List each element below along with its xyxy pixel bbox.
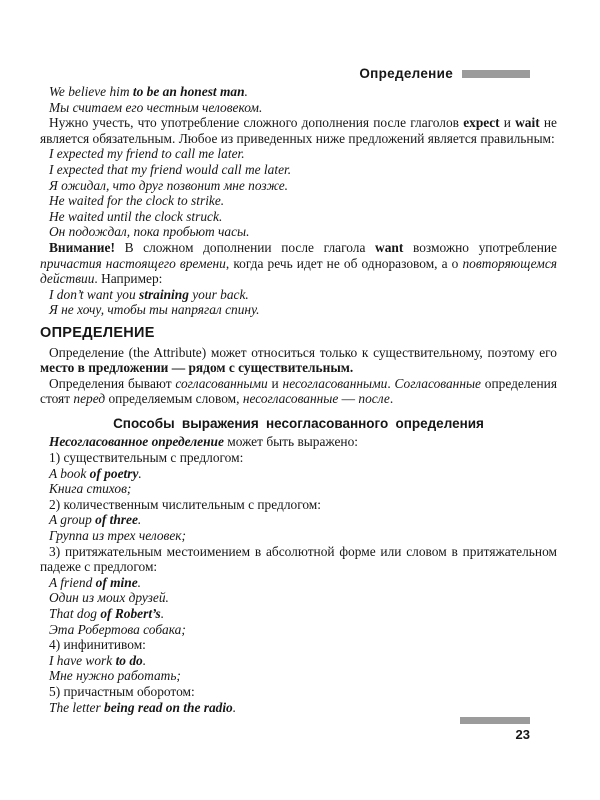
text-run: повторяющемся действии [40,255,558,287]
text-run: I expected that my friend would call me later. [49,161,292,177]
text-run: может быть выражено: [223,434,358,450]
example-line [40,622,557,638]
text-run: straining [139,286,189,302]
example-line [40,287,557,303]
paragraph [40,376,557,407]
example-line [40,575,557,591]
example-line [40,481,557,497]
page-footer [460,717,530,742]
text-run: That dog [49,606,101,621]
example-line [40,146,557,162]
text-run: после [358,391,390,407]
text-run: Нужно учесть, что употребление сложного дополнения после глаголов [49,115,464,131]
text-run: of mine [95,574,138,590]
example-line [40,700,557,716]
text-run: несогласованными [282,375,388,391]
page-content [40,84,557,715]
header-rule [462,70,530,78]
text-run: . Например: [94,271,163,287]
example-line [40,178,557,194]
example-line [40,653,557,669]
footer-rule [460,717,530,724]
text-run: A friend [49,574,96,590]
paragraph [40,637,557,653]
paragraph [40,115,557,146]
text-run: A group [49,512,96,528]
text-run: . [142,652,147,668]
example-line [40,528,557,544]
text-run: your back. [188,286,249,302]
paragraph [40,345,557,376]
text-run: Определения бывают [49,375,176,391]
example-line [40,84,557,100]
text-run: A book [49,465,90,481]
text-run: of Robert’s [100,606,161,621]
text-run: В сложном дополнении после глагола [114,239,376,255]
text-run: Согласованные [394,375,481,391]
example-line [40,512,557,528]
text-run: Группа из трех человек; [49,528,187,544]
text-run: of three [95,512,138,528]
example-line [40,466,557,482]
page-number: 23 [515,727,530,742]
text-run: 3) притяжательным местоимением в абсолютной форме или словом в притяжательном падеже с предлогом: [40,543,557,575]
text-run: возможно употребление [403,239,557,255]
text-run: Мы считаем его честным человеком. [49,99,263,115]
example-line [40,193,557,209]
text-run: Он подождал, пока пробьют часы. [49,224,250,240]
text-run: причастия настоящего времени [40,255,226,271]
text-run: — [338,391,359,407]
example-line [40,209,557,225]
text-run: . [137,512,142,528]
text-run: of poetry [89,465,139,481]
example-line [40,302,557,318]
text-run: Внимание! [49,239,115,255]
subsection-heading [40,416,557,432]
text-run: не является обязательным. Любое из приведенных ниже предложений является правильным: [40,115,557,146]
text-run: wait [515,115,540,131]
text-run: , когда речь идет не об одноразовом, а о [225,255,463,271]
text-run: 1) существительным с предлогом: [49,450,244,466]
text-run: 4) инфинитивом: [49,637,146,653]
running-head-title: Определение [359,66,453,81]
text-run: Несогласованное определение [49,434,224,450]
text-run: I don’t want you [49,286,140,302]
paragraph [40,240,557,287]
text-run: . [387,375,395,391]
text-run: want [375,239,404,255]
example-line [40,606,557,622]
text-run: Я не хочу, чтобы ты напрягал спину. [49,302,260,318]
text-run: несогласованные [242,391,339,407]
text-run: I have work [49,652,116,668]
section-heading [40,326,557,342]
example-line [40,590,557,606]
text-run: перед [73,391,106,407]
text-run: . [160,606,165,621]
text-run: I expected my friend to call me later. [49,146,245,162]
text-run: 2) количественным числительным с предлогом: [49,496,322,512]
text-run: Способы выражения несогласованного определения [113,415,484,431]
paragraph [40,684,557,700]
text-run: определения стоят [40,375,557,407]
text-run: expect [463,115,500,131]
text-run: to do [115,652,143,668]
text-run: Один из моих друзей. [49,590,169,606]
paragraph [40,434,557,450]
text-run: He waited until the clock struck. [49,208,223,224]
text-run: . [244,84,248,99]
text-run: He waited for the clock to strike. [49,193,225,209]
text-run: being read on the radio [104,699,233,715]
text-run: . [137,574,142,590]
text-run: Книга стихов; [49,481,132,497]
text-run: и [267,375,283,391]
text-run: ОПРЕДЕЛЕНИЕ [40,324,155,341]
text-run: . [232,699,237,715]
paragraph [40,497,557,513]
text-run: место в предложении — рядом с существительным. [40,360,354,376]
paragraph [40,450,557,466]
text-run: Мне нужно работать; [49,668,181,684]
text-run: согласованными [175,375,268,391]
example-line [40,100,557,116]
text-run: 5) причастным оборотом: [49,683,195,699]
text-run: . [389,391,394,407]
text-run: и [499,115,516,131]
text-run: The letter [49,699,105,715]
example-line [40,668,557,684]
text-run: We believe him [49,84,133,99]
text-run: to be an honest man [132,84,245,99]
text-run: Определение (the Attribute) может относиться только к существительному, поэтому его [49,344,557,360]
text-run: определяемым словом, [105,391,243,407]
text-run: Эта Робертова собака; [49,621,186,637]
text-run: . [138,465,142,481]
page-header [40,66,530,81]
example-line [40,162,557,178]
paragraph [40,544,557,575]
text-run: Я ожидал, что друг позвонит мне позже. [49,177,289,193]
example-line [40,224,557,240]
